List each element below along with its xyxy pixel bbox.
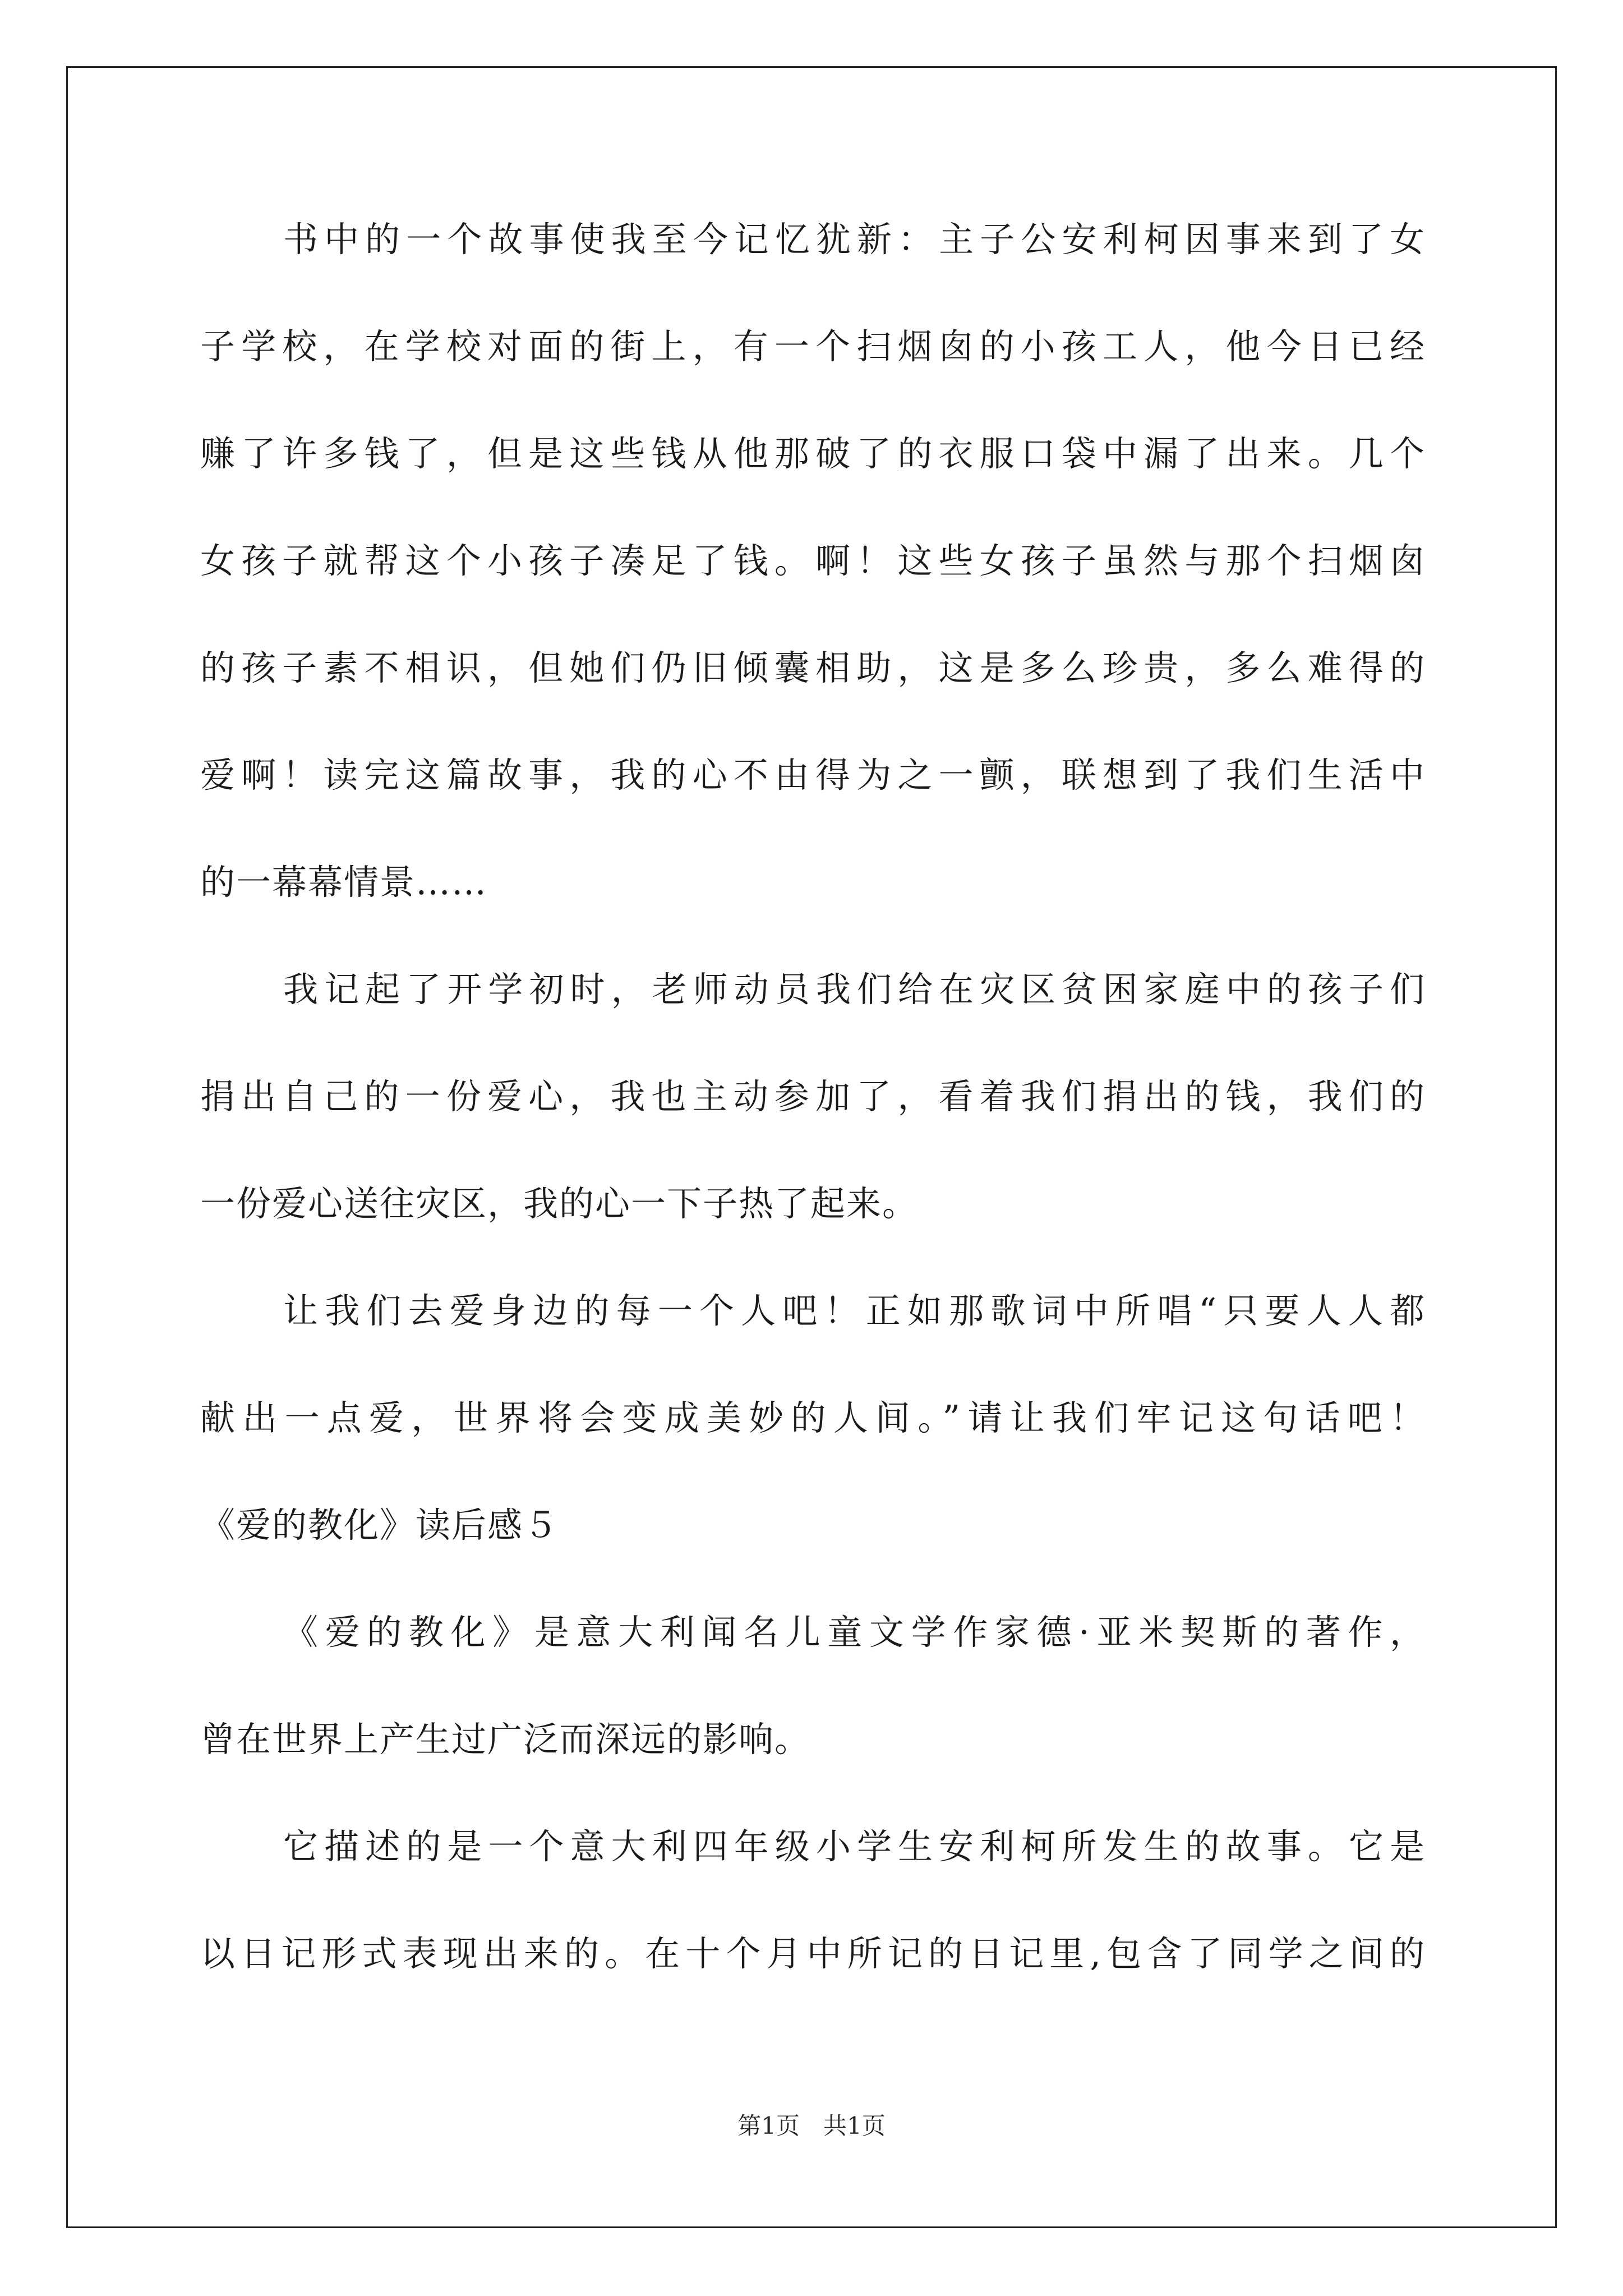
text-line: 一份爱心送往灾区，我的心一下子热了起来。	[200, 1183, 919, 1224]
text-line: 它描述的是一个意大利四年级小学生安利柯所发生的故事。它是	[283, 1826, 1426, 1867]
text-line: 献出一点爱，世界将会变成美妙的人间。”请让我们牢记这句话吧！	[200, 1397, 1426, 1438]
text-line: 女孩子就帮这个小孩子凑足了钱。啊！这些女孩子虽然与那个扫烟囱	[200, 540, 1426, 581]
text-line: 让我们去爱身边的每一个人吧！正如那歌词中所唱“只要人人都	[283, 1290, 1426, 1331]
text-line: 书中的一个故事使我至今记忆犹新：主子公安利柯因事来到了女	[283, 219, 1426, 260]
text-line: 曾在世界上产生过广泛而深远的影响。	[200, 1719, 811, 1760]
text-line: 的一幕幕情景……	[200, 862, 488, 903]
text-line: 《爱的教化》是意大利闻名儿童文学作家德·亚米契斯的著作，	[283, 1612, 1426, 1653]
text-line: 的孩子素不相识，但她们仍旧倾囊相助，这是多么珍贵，多么难得的	[200, 647, 1426, 688]
text-line: 捐出自己的一份爱心，我也主动参加了，看着我们捐出的钱，我们的	[200, 1076, 1426, 1117]
text-line: 《爱的教化》读后感５	[200, 1504, 560, 1545]
text-line: 以日记形式表现出来的。在十个月中所记的日记里,包含了同学之间的	[200, 1933, 1426, 1974]
page-footer: 第1页 共1页	[737, 2112, 886, 2139]
text-line: 赚了许多钱了，但是这些钱从他那破了的衣服口袋中漏了出来。几个	[200, 433, 1426, 474]
text-line: 子学校，在学校对面的街上，有一个扫烟囱的小孩工人，他今日已经	[200, 326, 1426, 367]
text-line: 我记起了开学初时，老师动员我们给在灾区贫困家庭中的孩子们	[283, 969, 1426, 1010]
document-body	[200, 210, 1426, 2032]
text-line: 爱啊！读完这篇故事，我的心不由得为之一颤，联想到了我们生活中	[200, 754, 1426, 795]
